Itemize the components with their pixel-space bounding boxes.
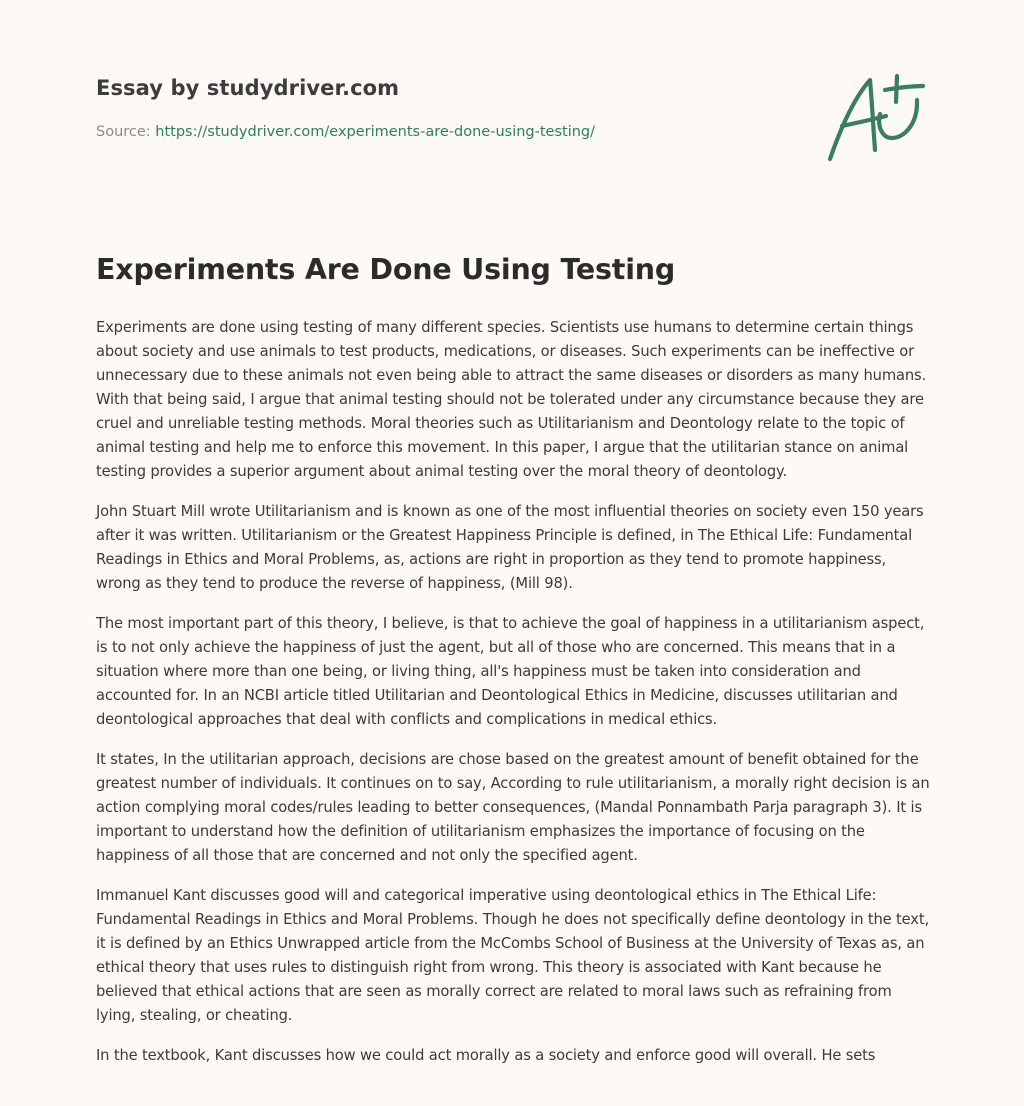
paragraph: It states, In the utilitarian approach, decisions are chose based on the greatest amount of benefit obtained for the greatest number of individuals. It continues on to say, According to rule utilitarianism, a morally right decision is an action complying moral codes/rules leading to better consequences, (Mandal Ponnambath Parja paragraph 3). It is important to understand how the definition of utilitarianism emphasizes the importance of focusing on the happiness of all those that are concerned and not only the specified agent.: [96, 751, 930, 864]
paragraph: The most important part of this theory, I believe, is that to achieve the goal of happiness in a utilitarianism aspect, is to not only achieve the happiness of just the agent, but all of those who are concerned. This means that in a situation where more than one being, or living thing, all's happiness must be taken into consideration and accounted for. In an NCBI article titled Utilitarian and Deontological Ethics in Medicine, discusses utilitarian and deontological approaches that deal with conflicts and complications in medical ethics.: [96, 615, 925, 728]
source-line: [96, 124, 595, 140]
site-title: Essay by studydriver.com: [96, 76, 400, 100]
essay-body: [96, 316, 932, 1084]
paragraph: In the textbook, Kant discusses how we could act morally as a society and enforce good will overall. He sets: [96, 1047, 876, 1064]
a-plus-logo-icon: [822, 68, 926, 164]
essay-title: Experiments Are Done Using Testing: [96, 253, 676, 286]
paragraph: Experiments are done using testing of many different species. Scientists use humans to determine certain things about society and use animals to test products, medications, or diseases. Such experiments can be ineffective or unnecessary due to these animals not even being able to attract the same diseases or disorders as many humans. With that being said, I argue that animal testing should not be tolerated under any circumstance because they are cruel and unreliable testing methods. Moral theories such as Utilitarianism and Deontology relate to the topic of animal testing and help me to enforce this movement. In this paper, I argue that the utilitarian stance on animal testing provides a superior argument about animal testing over the moral theory of deontology.: [96, 319, 927, 480]
paragraph: John Stuart Mill wrote Utilitarianism and is known as one of the most influential theories on society even 150 years after it was written. Utilitarianism or the Greatest Happiness Principle is defined, in The Ethical Life: Fundamental Readings in Ethics and Moral Problems, as, actions are right in proportion as they tend to promote happiness, wrong as they tend to produce the reverse of happiness, (Mill 98).: [96, 503, 924, 592]
source-link[interactable]: https://studydriver.com/experiments-are-done-using-testing/: [155, 124, 595, 140]
paragraph: Immanuel Kant discusses good will and categorical imperative using deontological ethics in The Ethical Life: Fundamental Readings in Ethics and Moral Problems. Though he does not specifically define deontology in the text, it is defined by an Ethics Unwrapped article from the McCombs School of Business at the University of Texas as, an ethical theory that uses rules to distinguish right from wrong. This theory is associated with Kant because he believed that ethical actions that are seen as morally correct are related to moral laws such as refraining from lying, stealing, or cheating.: [96, 887, 929, 1024]
source-label: Source:: [96, 124, 151, 140]
